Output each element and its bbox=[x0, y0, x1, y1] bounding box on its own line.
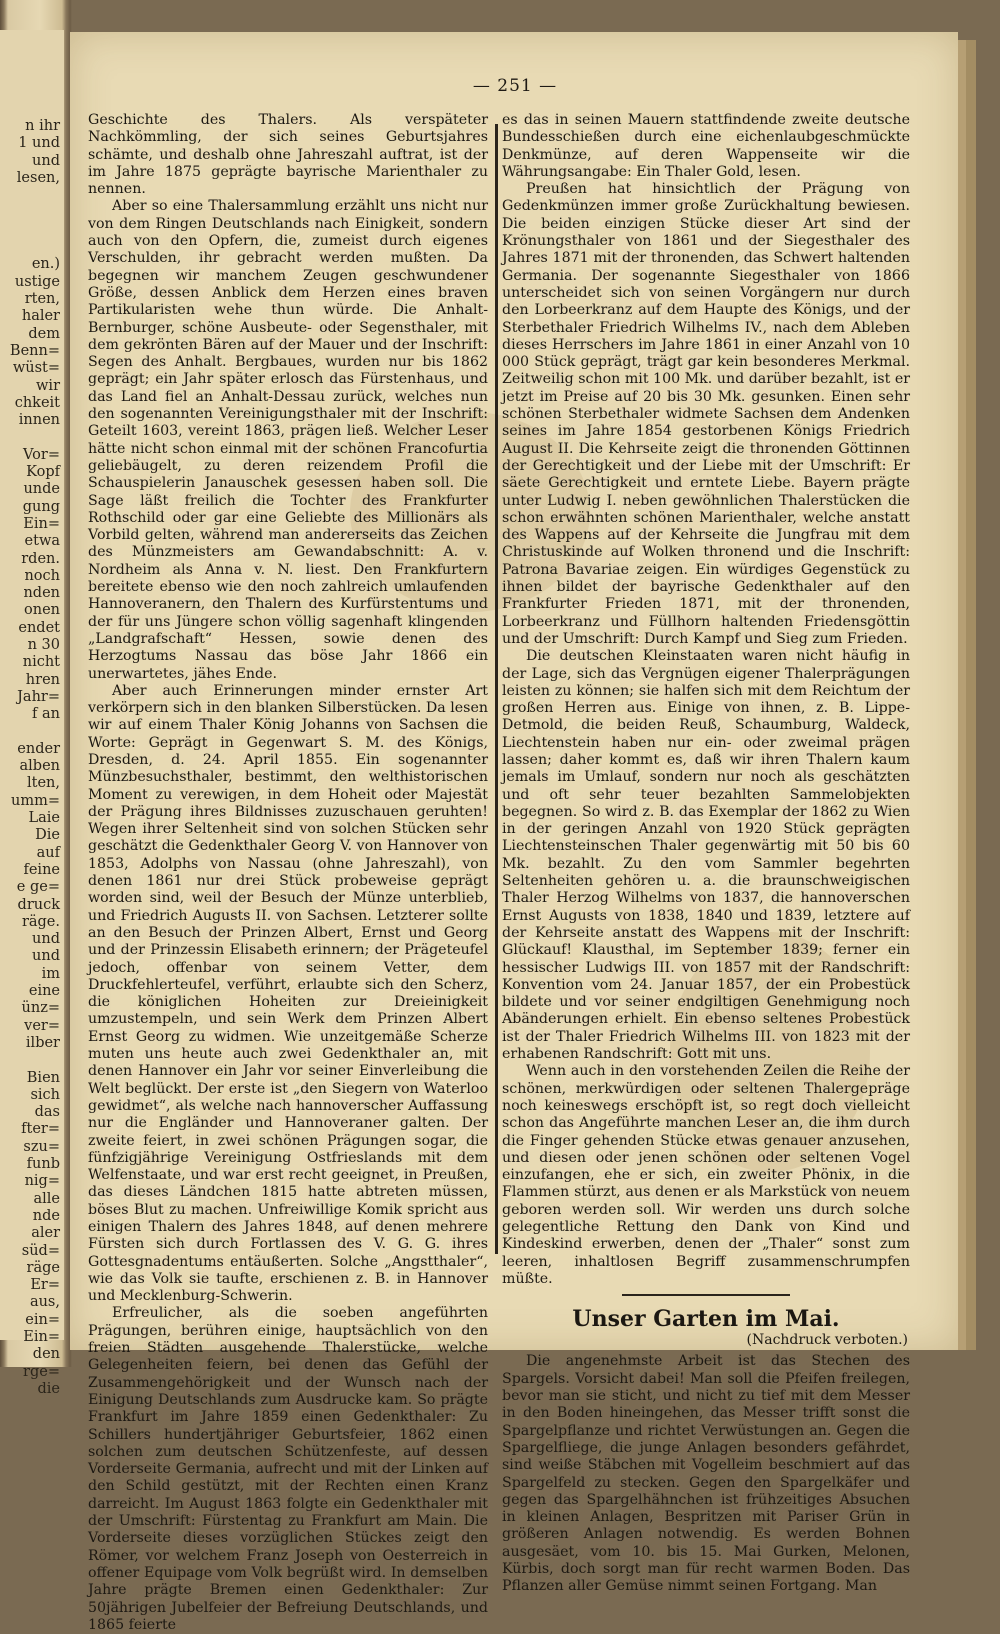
previous-page-fragment: Er= bbox=[30, 1277, 60, 1294]
previous-page-fragment: fter= bbox=[21, 1121, 60, 1138]
previous-page-fragment: rden. bbox=[21, 550, 60, 567]
previous-page-fragment: 1 und bbox=[18, 135, 60, 152]
previous-page-fragment: süd= bbox=[21, 1242, 60, 1259]
previous-page-fragment: und bbox=[32, 931, 60, 948]
previous-page-fragment: e ge= bbox=[16, 879, 60, 896]
article-body: Die angenehmste Arbeit ist das Stechen des Spargels. Vorsicht dabei! Man soll die Pfeifen freilegen, bevor man sie sticht, und nicht zu tief mit dem Messer in den Boden hineingehen, das Messer trifft sonst die Spargelpflanze und richtet Verwüstungen an. Gegen die Spargelfliege, die junge Anlagen besonders gefährdet, sind weiße Stäbchen mit Vogelleim beschmiert auf das Spargelfeld zu stecken. Gegen den Spargelkäfer und gegen das Spargelhähnchen ist frühzeitiges Absuchen in kleinen Anlagen, Bespritzen mit Pariser Grün in größeren Anlagen notwendig. Es werden Bohnen ausgesäet, vom 10. bis 15. Mai Gurken, Melonen, Kürbis, doch sorgt man für recht warmen Boden. Das Pflanzen aller Gemüse nimmt seinen Fortgang. Man bbox=[502, 1353, 910, 1595]
previous-page-fragment: und bbox=[32, 948, 60, 965]
previous-page-fragment: Vor= bbox=[23, 446, 60, 463]
previous-page-fragment: en.) bbox=[31, 256, 60, 273]
previous-page-fragment: eine bbox=[28, 983, 60, 999]
right-column bbox=[502, 112, 910, 1596]
previous-page-fragment: Laie bbox=[28, 810, 60, 826]
previous-page-fragment: Kopf bbox=[26, 464, 60, 480]
previous-page-fragment: aler bbox=[31, 1225, 60, 1242]
paragraph: Preußen hat hinsichtlich der Prägung von Gedenkmünzen immer große Zurückhaltung bewiesen. Die beiden einzigen Stücke dieser Art sind der Krönungsthaler von 1861 und der Siegesthaler des Jahres 1871 mit der thronenden, das Schwert haltenden Germania. Der sogenannte Siegesthaler von 1866 unterscheidet sich von seinen Vorgängern nur durch den Lorbeerkranz auf dem Haupte des Königs, und der Sterbethaler Friedrich Wilhelms IV., nach dem Ableben dieses Herrschers im Jahre 1861 in einer Anzahl von 10 000 Stück geprägt, trägt gar kein besonderes Merkmal. Zeitweilig schon mit 100 Mk. und darüber bezahlt, ist er jetzt im Preise auf 20 bis 30 Mk. gesunken. Einen sehr schönen Sterbethaler widmete Sachsen dem Andenken seines im Jahre 1854 gestorbenen Königs Friedrich August II. Die Kehrseite zeigt die thronenden Göttinnen der Gerechtigkeit und der Liebe mit der Umschrift: Er säete Gerechtigkeit und erntete Liebe. Bayern prägte unter Ludwig I. neben gewöhnlichen Thalerstücken die schon erwähnten schönen Marienthaler, welche anstatt des Wappens auf der Kehrseite die Jungfrau mit dem Christuskinde auf Wolken thronend und die Inschrift: Patrona Bavariae zeigen. Ein würdiges Gegenstück zu ihnen bildet der bayrische Gedenkthaler auf den Frankfurter Frieden 1871, mit der thronenden, Lorbeerkranz und Füllhorn haltenden Friedensgöttin und der Umschrift: Durch Kampf und Sieg zum Frieden. bbox=[502, 181, 910, 647]
paragraph: Aber auch Erinnerungen minder ernster Art verkörpern sich in den blanken Silberstücken. Da lesen wir auf einem Thaler König Johanns von Sachsen die Worte: Geprägt in Gegenwart S. M. des Königs, Dresden, d. 24. April 1855. Ein sogenannter Münzbesuchsthaler, bestimmt, den welthistorischen Moment zu verewigen, in dem Hoheit oder Majestät der Prägung ihres Bildnisses zuzuschauen geruhten! Wegen ihrer Seltenheit sind von solchen Stücken sehr geschätzt die Gedenkthaler Georg V. von Hannover von 1853, Adolphs von Nassau (ohne Jahreszahl), von denen 1861 nur drei Stück probeweise geprägt worden sind, weil der Besuch der Münze unterblieb, und Friedrich Augusts II. von Sachsen. Letzterer sollte an den Besuch der Prinzen Albert, Ernst und Georg und der Prinzessin Elisabeth erinnern; der Prägeteufel jedoch, offenbar von seinem Vetter, dem Druckfehlerteufel, verführt, erlaubte sich den Scherz, die königlichen Hoheiten zur Dreieinigkeit umzustempeln, und sein Werk dem Prinzen Albert Ernst Georg zu widmen. Wie unzeitgemäße Scherze muten uns heute auch zwei Gedenkthaler an, mit denen Hannover ein Jahr vor seiner Einverleibung die Welt beglückt. Der erste ist „den Siegern von Waterloo gewidmet“, als welche nach hannoverscher Auffassung nur die Engländer und Hannoveraner galten. Der zweite feiert, in zwei schönen Prägungen sogar, die fünfzigjährige Vereinigung Ostfrieslands mit dem Welfenstaate, und war erst recht geeignet, in Preußen, das dieses Ländchen 1815 hatte abtreten müssen, böses Blut zu machen. Unfreiwillige Komik spricht aus einigen Thalern des Jahres 1848, auf denen mehrere Fürsten sich durch Fortlassen des V. G. G. ihres Gottesgnadentums entäußerten. Solche „Angstthaler“, wie das Volk sie taufte, erschienen z. B. in Hannover und Mecklenburg-Schwerin. bbox=[88, 682, 488, 1305]
previous-page-fragment: nde bbox=[32, 1207, 60, 1224]
previous-page-fragment: f an bbox=[32, 706, 60, 723]
previous-page-fragment: haler bbox=[21, 308, 60, 325]
previous-page-fragment: nden bbox=[23, 585, 60, 602]
previous-page-fragment: ender bbox=[17, 740, 60, 757]
previous-page-fragment: funb bbox=[26, 1156, 60, 1172]
previous-page-fragment: ver= bbox=[24, 1017, 60, 1034]
previous-page-fragment: lten, bbox=[27, 775, 60, 792]
previous-page-fragment: nicht bbox=[22, 654, 60, 671]
previous-page-fragment: auf bbox=[36, 844, 60, 861]
previous-page-fragment: die bbox=[37, 1380, 60, 1397]
previous-page-fragment: innen bbox=[18, 412, 60, 429]
previous-page-fragment: alben bbox=[19, 758, 60, 775]
previous-page-fragment: n ihr bbox=[25, 118, 60, 134]
previous-page-fragment: rge= bbox=[23, 1363, 60, 1380]
previous-page-margin bbox=[0, 30, 64, 1397]
previous-page-fragment: Die bbox=[35, 827, 60, 844]
paragraph: Geschichte des Thalers. Als verspäteter Nachkömmling, der sich seines Geburtsjahres schämte, und deshalb ohne Jahreszahl auftrat, ist der im Jahre 1875 geprägte bayrische Marienthaler zu nennen. bbox=[88, 112, 488, 198]
previous-page-fragment: n 30 bbox=[27, 637, 60, 653]
previous-page-fragment: unde bbox=[23, 481, 60, 498]
previous-page-fragment: räge. bbox=[21, 913, 60, 930]
previous-page-fragment: Jahr= bbox=[17, 688, 60, 705]
previous-page-fragment: Benn= bbox=[9, 342, 60, 359]
newspaper-page bbox=[70, 32, 958, 1633]
previous-page-fragment: das bbox=[34, 1104, 60, 1121]
article-heading: Unser Garten im Mai. bbox=[572, 1306, 840, 1333]
previous-page-fragment: sich bbox=[30, 1086, 60, 1103]
previous-page-fragment: Ein= bbox=[23, 1329, 60, 1345]
previous-page-fragment: nig= bbox=[24, 1173, 60, 1190]
previous-page-fragment: räge bbox=[26, 1259, 60, 1276]
previous-page-fragment: ünz= bbox=[21, 1000, 60, 1017]
previous-page-fragment: dem bbox=[28, 325, 60, 342]
page-edge bbox=[958, 40, 966, 1350]
paragraph: Erfreulicher, als die soeben angeführten Prägungen, berühren einige, hauptsächlich von den freien Städten ausgehende Thalerstücke, welche Gelegenheiten feiern, bei denen das Gefühl der Zusammengehörigkeit und der Wunsch nach der Einigung Deutschlands zum Ausdrucke kam. So prägte Frankfurt im Jahre 1859 einen Gedenkthaler: Zu Schillers hundertjähriger Geburtsfeier, 1862 einen solchen zum deutschen Schützenfeste, auf dessen Vorderseite Germania, aufrecht und mit der Linken auf den Schild gestützt, mit der Rechten einen Kranz darreicht. Im August 1863 folgte ein Gedenkthaler mit der Umschrift: Fürstentag zu Frankfurt am Main. Die Vorderseite dieses vorzüglichen Stückes zeigt den Römer, vor welchem Franz Joseph von Oesterreich in offener Equipage vom Volk begrüßt wird. In demselben Jahre prägte Bremen einen Gedenkthaler: Zur 50jährigen Jubelfeier der Befreiung Deutschlands, und 1865 feierte bbox=[88, 1305, 488, 1633]
previous-page-fragment: Bien bbox=[26, 1069, 60, 1086]
previous-page-fragment: aus, bbox=[29, 1294, 60, 1311]
previous-page-fragment: hren bbox=[25, 671, 60, 688]
previous-page-fragment: Ein= bbox=[23, 515, 60, 532]
previous-page-fragment: wüst= bbox=[12, 360, 60, 377]
previous-page-fragment: ustige bbox=[14, 273, 60, 290]
previous-page-fragment: ilber bbox=[25, 1034, 60, 1051]
reprint-note: (Nachdruck verboten.) bbox=[746, 1332, 908, 1349]
previous-page-fragment: chkeit bbox=[14, 394, 60, 411]
paragraph: Wenn auch in den vorstehenden Zeilen die Reihe der schönen, merkwürdigen oder seltenen Thalergepräge noch keineswegs erschöpft ist, so regt doch vielleicht schon das Angeführte manchen Leser an, die ihm durch die Finger gehenden Stücke etwas genauer anzusehen, und diesen oder jenen schönen oder seltenen Vogel einzufangen, ehe er sich, ein zweiter Phönix, in die Flammen stürzt, aus denen er als Markstück von neuem geboren werden soll. Wir werden uns durch solche gelegentliche Rettung den Dank von Kind und Kindeskind erwerben, denen der „Thaler“ sonst zum leeren, inhaltlosen Begriff zusammenschrumpfen müßte. bbox=[502, 1063, 910, 1287]
paragraph: Die deutschen Kleinstaaten waren nicht häufig in der Lage, sich das Vergnügen eigener Thalerprägungen leisten zu können; sie halfen sich mit dem Reichtum der großen Herren aus. Einige von ihnen, z. B. Lippe-Detmold, die beiden Reuß, Schaumburg, Waldeck, Liechtenstein haben nur ein- oder zweimal prägen lassen; daher kommt es, daß wir ihren Thalern kaum jemals im Umlauf, sondern nur noch als geschätzten und oft sehr teuer bezahlten Sammelobjekten begegnen. So wird z. B. das Exemplar der 1862 zu Wien in der geringen Anzahl von 1920 Stück geprägten Liechtensteinschen Thaler gegenwärtig mit 50 bis 60 Mk. bezahlt. Zu den vom Sammler begehrten Seltenheiten gehören u. a. die braunschweigischen Thaler Herzog Wilhelms von 1837, die hannoverschen Ernst Augusts von 1838, 1840 und 1839, letztere auf der Kehrseite anstatt des Wappens mit der Inschrift: Glückauf! Klausthal, im September 1839; ferner ein hessischer Ludwigs III. von 1857 mit der Randschrift: Konvention vom 24. Januar 1857, der ein Probestück bildete und vor seiner endgiltigen Genehmigung noch Abänderungen erhielt. Ein ebenso seltenes Probestück ist der Thaler Friedrich Wilhelms III. von 1823 mit der erhabenen Randschrift: Gott mit uns. bbox=[502, 648, 910, 1063]
left-column bbox=[88, 112, 488, 1634]
previous-page-fragment: lesen, bbox=[16, 169, 60, 186]
previous-page-fragment: umm= bbox=[11, 792, 60, 809]
previous-page-fragment: onen bbox=[24, 602, 60, 619]
column-divider bbox=[495, 124, 498, 1254]
previous-page-fragment: im bbox=[41, 965, 60, 982]
previous-page-fragment: druck bbox=[17, 896, 60, 913]
previous-page-fragment: noch bbox=[24, 567, 60, 584]
previous-page-fragment: endet bbox=[18, 619, 60, 636]
previous-page-fragment: gung bbox=[22, 498, 60, 515]
previous-page-fragment: und bbox=[32, 152, 60, 169]
paragraph: Aber so eine Thalersammlung erzählt uns nicht nur von dem Ringen Deutschlands nach Einigkeit, sondern auch von den Opfern, die, zumeist durch eigenes Verschulden, ihr gebracht werden mußten. Da begegnen wir manchem Zeugen geschwundener Größe, dessen Anblick dem Herzen eines braven Partikularisten wehe thun würde. Die Anhalt-Bernburger, schöne Ausbeute- oder Segensthaler, mit dem gekrönten Bären auf der Mauer und der Inschrift: Segen des Anhalt. Bergbaues, wurden nur bis 1862 geprägt; ein Jahr später erlosch das Fürstenhaus, und das Land fiel an Anhalt-Dessau zurück, welches nun den sogenannten Vereinigungsthaler mit der Inschrift: Geteilt 1603, vereint 1863, prägen ließ. Welcher Leser hätte nicht schon einmal mit der schönen Francofurtia geliebäugelt, zu deren reizendem Profil die Schauspielerin Janauschek gesessen haben soll. Die Sage läßt freilich die Tochter des Frankfurter Rothschild oder gar eine Geliebte des Millionärs als Vorbild gelten, während man andererseits das Zeichen des Münzmeisters am Gewandabschnitt: A. v. Nordheim als Anna v. N. liest. Den Frankfurtern bereitete ebenso wie den noch zahlreich umlaufenden Hannoveranern, den Thalern des Kurfürstentums und der für uns Jüngere schon völlig sagenhaft klingenden „Landgrafschaft“ Hessen, sowie denen des Herzogtums Nassau das böse Jahr 1866 ein unerwartetes, jähes Ende. bbox=[88, 198, 488, 682]
previous-page-fragment: ein= bbox=[25, 1311, 60, 1328]
section-rule bbox=[622, 1294, 790, 1296]
paragraph: es das in seinen Mauern stattfindende zweite deutsche Bundesschießen durch eine eichenlaubgeschmückte Denkmünze, auf deren Wappenseite wir die Währungsangabe: Ein Thaler Gold, lesen. bbox=[502, 112, 910, 180]
previous-page-fragment: feine bbox=[23, 861, 60, 878]
previous-page-fragment: den bbox=[32, 1346, 60, 1363]
previous-page-fragment: wir bbox=[36, 377, 60, 394]
previous-page-fragment: szu= bbox=[23, 1138, 60, 1155]
page-edge bbox=[966, 40, 976, 1350]
previous-page-fragment: alle bbox=[33, 1190, 60, 1207]
previous-page-fragment: etwa bbox=[24, 533, 60, 550]
previous-page-fragment: rten, bbox=[24, 291, 60, 307]
page-number: — 251 — bbox=[472, 76, 558, 96]
page-edge bbox=[976, 40, 1000, 1350]
